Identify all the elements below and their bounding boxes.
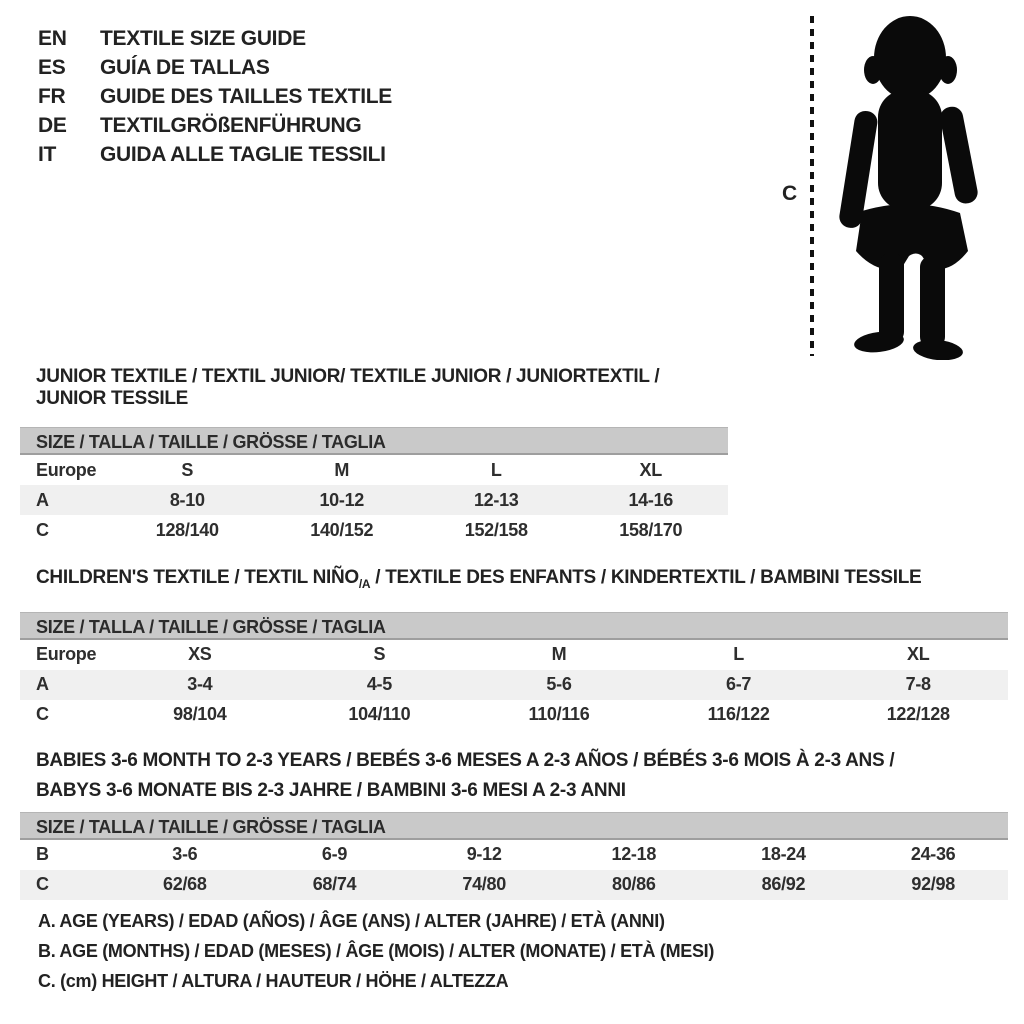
size-header-bar: SIZE / TALLA / TAILLE / GRÖSSE / TAGLIA — [20, 812, 1008, 840]
size-value-cell: 12-18 — [611, 844, 657, 865]
section-title-children — [36, 567, 1008, 595]
height-measure-dotted-line — [810, 16, 814, 356]
language-code: IT — [38, 143, 57, 166]
legend-line-c: C. (cm) HEIGHT / ALTURA / HAUTEUR / HÖHE / ALTEZZA — [38, 971, 509, 991]
size-value-cell: S — [373, 644, 386, 665]
size-value-cell: 92/98 — [911, 874, 955, 895]
language-row-es — [38, 53, 392, 82]
size-value-cell: L — [490, 459, 502, 480]
language-title: GUIDA ALLE TAGLIE TESSILI — [100, 143, 386, 166]
row-label: B — [36, 844, 49, 865]
size-value-cell: 158/170 — [619, 519, 683, 540]
size-value-cell: 3-4 — [187, 674, 213, 695]
size-header-bar: SIZE / TALLA / TAILLE / GRÖSSE / TAGLIA — [20, 612, 1008, 640]
size-tables-area — [20, 366, 1008, 900]
language-header — [38, 24, 392, 169]
language-title: GUÍA DE TALLAS — [100, 56, 270, 79]
language-title: GUIDE DES TAILLES TEXTILE — [100, 85, 392, 108]
language-title: TEXTILGRÖßENFÜHRUNG — [100, 114, 362, 137]
size-value-cell: 140/152 — [310, 519, 374, 540]
language-code: DE — [38, 114, 67, 137]
table-row-b — [20, 840, 1008, 870]
row-label: Europe — [36, 644, 97, 665]
size-value-cell: 14-16 — [628, 489, 674, 510]
section-title-text: / TEXTILE DES ENFANTS / KINDERTEXTIL / BAMBINI TESSILE — [370, 567, 922, 588]
language-row-en — [38, 24, 392, 53]
row-label: C — [36, 874, 49, 895]
language-row-fr — [38, 82, 392, 111]
table-row-c — [20, 700, 1008, 730]
size-value-cell: 62/68 — [163, 874, 207, 895]
table-row-europe — [20, 455, 728, 485]
size-value-cell: 6-7 — [726, 674, 752, 695]
size-table-babies — [20, 840, 1008, 900]
size-value-cell: S — [181, 459, 194, 480]
language-row-de — [38, 111, 392, 140]
height-measure-label: C — [782, 182, 798, 205]
row-label: A — [36, 489, 49, 510]
size-section-babies — [20, 746, 1008, 900]
toddler-silhouette — [822, 8, 994, 360]
table-row-c — [20, 870, 1008, 900]
size-value-cell: 122/128 — [886, 704, 950, 725]
size-value-cell: XL — [639, 459, 662, 480]
size-value-cell: 3-6 — [172, 844, 198, 865]
size-value-cell: XS — [188, 644, 212, 665]
size-value-cell: 12-13 — [473, 489, 519, 510]
size-value-cell: 7-8 — [905, 674, 931, 695]
row-label: A — [36, 674, 49, 695]
table-row-a — [20, 670, 1008, 700]
size-value-cell: 80/86 — [612, 874, 656, 895]
row-label: C — [36, 519, 49, 540]
size-value-cell: 74/80 — [462, 874, 506, 895]
size-value-cell: 5-6 — [546, 674, 572, 695]
size-value-cell: M — [334, 459, 350, 480]
size-value-cell: XL — [906, 644, 930, 665]
table-row-europe — [20, 640, 1008, 670]
row-label: Europe — [36, 459, 97, 480]
section-title-sub: /A — [358, 576, 371, 591]
section-title-babies — [36, 746, 1008, 806]
size-value-cell: 86/92 — [761, 874, 806, 895]
size-value-cell: 9-12 — [466, 844, 502, 865]
size-value-cell: 18-24 — [761, 844, 806, 865]
size-value-cell: 6-9 — [321, 844, 348, 865]
size-value-cell: 24-36 — [910, 844, 956, 865]
table-row-c — [20, 515, 728, 545]
measurement-legend — [38, 906, 714, 996]
size-value-cell: 152/158 — [464, 519, 528, 540]
language-code: EN — [38, 27, 67, 50]
size-value-cell: 4-5 — [366, 674, 392, 695]
size-value-cell: 110/116 — [528, 704, 590, 725]
language-title: TEXTILE SIZE GUIDE — [100, 27, 306, 50]
size-section-junior — [20, 366, 728, 545]
row-label: C — [36, 704, 49, 725]
size-value-cell: 10-12 — [319, 489, 365, 510]
size-table-children — [20, 640, 1008, 730]
size-value-cell: 116/122 — [707, 704, 770, 725]
size-value-cell: L — [733, 644, 744, 665]
size-value-cell: M — [551, 644, 567, 665]
legend-line-b: B. AGE (MONTHS) / EDAD (MESES) / ÂGE (MOIS) / ALTER (MONATE) / ETÀ (MESI) — [38, 941, 715, 961]
section-title-junior: JUNIOR TEXTILE / TEXTIL JUNIOR/ TEXTILE JUNIOR / JUNIORTEXTIL / JUNIOR TESSILE — [36, 366, 660, 409]
language-code: ES — [38, 56, 66, 79]
size-value-cell: 104/110 — [348, 704, 411, 725]
language-row-it — [38, 140, 392, 169]
size-table-junior — [20, 455, 728, 545]
size-section-children — [20, 567, 1008, 730]
size-value-cell: 8-10 — [169, 489, 205, 510]
size-value-cell: 68/74 — [312, 874, 357, 895]
size-value-cell: 128/140 — [155, 519, 219, 540]
size-header-bar: SIZE / TALLA / TAILLE / GRÖSSE / TAGLIA — [20, 427, 728, 455]
section-title-line: BABIES 3-6 MONTH TO 2-3 YEARS / BEBÉS 3-6 MESES A 2-3 AÑOS / BÉBÉS 3-6 MOIS À 2-3 ANS / — [36, 749, 895, 771]
section-title-line: BABYS 3-6 MONATE BIS 2-3 JAHRE / BAMBINI 3-6 MESI A 2-3 ANNI — [36, 779, 626, 801]
language-code: FR — [38, 85, 66, 108]
section-title-text: CHILDREN'S TEXTILE / TEXTIL NIÑO — [36, 567, 359, 588]
table-row-a — [20, 485, 728, 515]
legend-line-a: A. AGE (YEARS) / EDAD (AÑOS) / ÂGE (ANS) / ALTER (JAHRE) / ETÀ (ANNI) — [38, 911, 665, 931]
size-value-cell: 98/104 — [173, 704, 227, 725]
